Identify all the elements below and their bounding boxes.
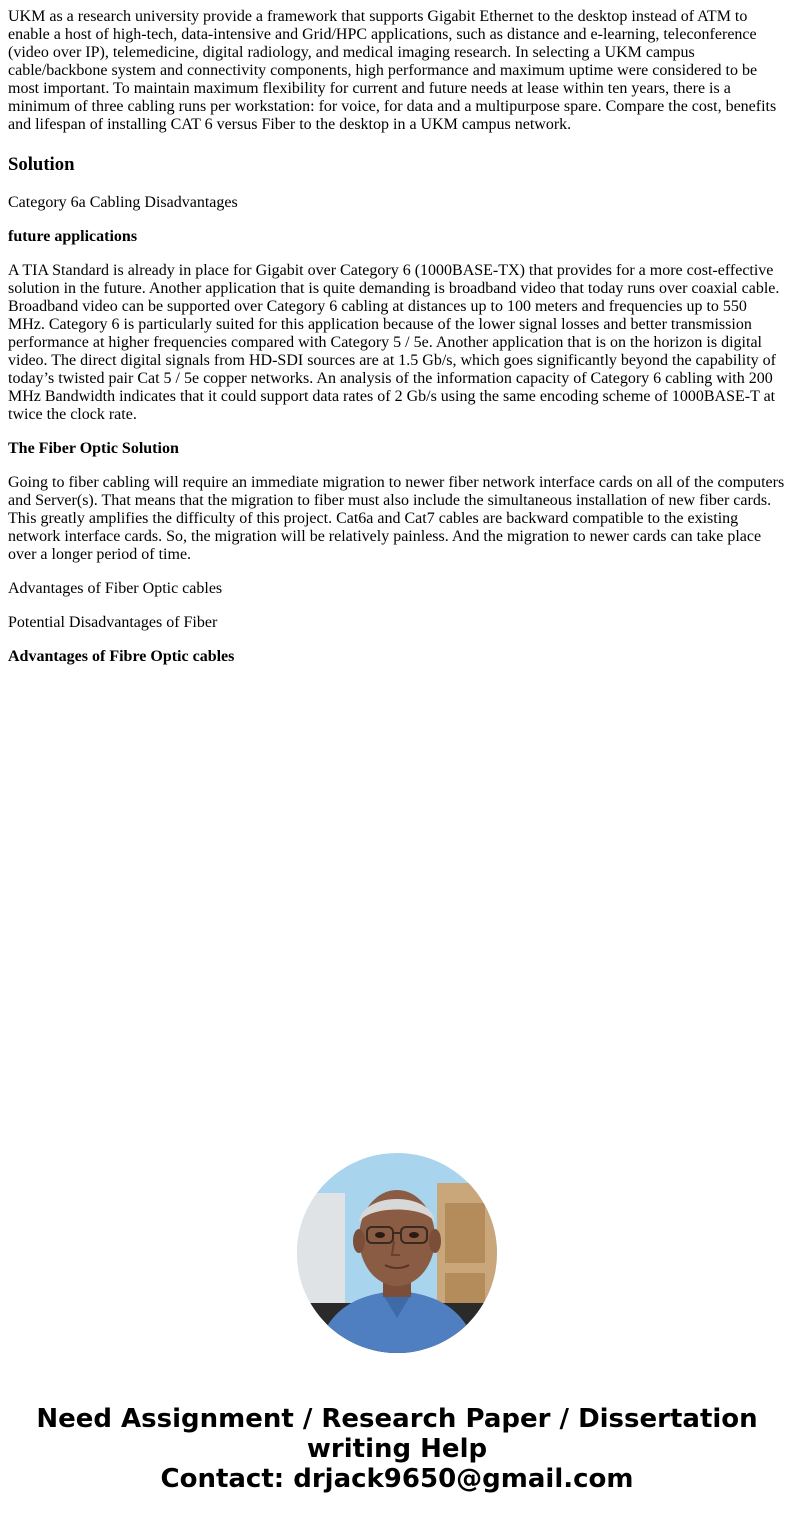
footer-line-1: Need Assignment / Research Paper / Dissertation	[36, 1404, 758, 1434]
question-text: UKM as a research university provide a framework that supports Gigabit Ethernet to the desktop instead of ATM to enable a host of high-tech, data-intensive and Grid/HPC applications, such as distance and e-learning, teleconference (video over IP), telemedicine, digital radiology, and medical imaging research. In selecting a UKM campus cable/backbone system and connectivity components, high performance and maximum uptime were considered to be most important. To maintain maximum flexibility for current and future needs at lease within ten years, there is a minimum of three cabling runs per workstation: for voice, for data and a multipurpose spare. Compare the cost, benefits and lifespan of installing CAT 6 versus Fiber to the desktop in a UKM campus network.	[8, 8, 777, 133]
fiber-disadvantages-label: Potential Disadvantages of Fiber	[8, 614, 218, 631]
cat6a-heading: Category 6a Cabling Disadvantages	[8, 194, 238, 211]
footer-contact: Contact: drjack9650@gmail.com	[160, 1464, 634, 1494]
fibre-advantages-heading: Advantages of Fibre Optic cables	[8, 648, 235, 665]
future-applications-heading: future applications	[8, 228, 138, 245]
fiber-solution-heading: The Fiber Optic Solution	[8, 440, 179, 457]
fiber-solution-text: Going to fiber cabling will require an immediate migration to newer fiber network interface cards on all of the computers and Server(s). That means that the migration to fiber must also include the simultaneous installation of new fiber cards. This greatly amplifies the difficulty of this project. Cat6a and Cat7 cables are backward compatible to the existing network interface cards. So, the migration will be relatively painless. And the migration to newer cards can take place over a longer period of time.	[8, 474, 785, 563]
fiber-advantages-label: Advantages of Fiber Optic cables	[8, 580, 223, 597]
avatar	[297, 1153, 497, 1353]
footer-banner	[0, 1404, 794, 1494]
footer-line-2: writing Help	[306, 1434, 488, 1464]
avatar-portrait-image	[297, 1153, 497, 1353]
article	[8, 8, 786, 682]
future-applications-text: A TIA Standard is already in place for Gigabit over Category 6 (1000BASE-TX) that provides for a more cost-effective solution in the future. Another application that is quite demanding is broadband video that today runs over coaxial cable. Broadband video can be supported over Category 6 cabling at distances up to 100 meters and frequencies up to 550 MHz. Category 6 is particularly suited for this application because of the lower signal losses and better transmission performance at higher frequencies compared with Category 5 / 5e. Another application that is on the horizon is digital video. The direct digital signals from HD-SDI sources are at 1.5 Gb/s, which goes significantly beyond the capability of today’s twisted pair Cat 5 / 5e copper networks. An analysis of the information capacity of Category 6 cabling with 200 MHz Bandwidth indicates that it could support data rates of 2 Gb/s using the same encoding scheme of 1000BASE-T at twice the clock rate.	[8, 262, 780, 423]
solution-heading: Solution	[8, 154, 75, 175]
